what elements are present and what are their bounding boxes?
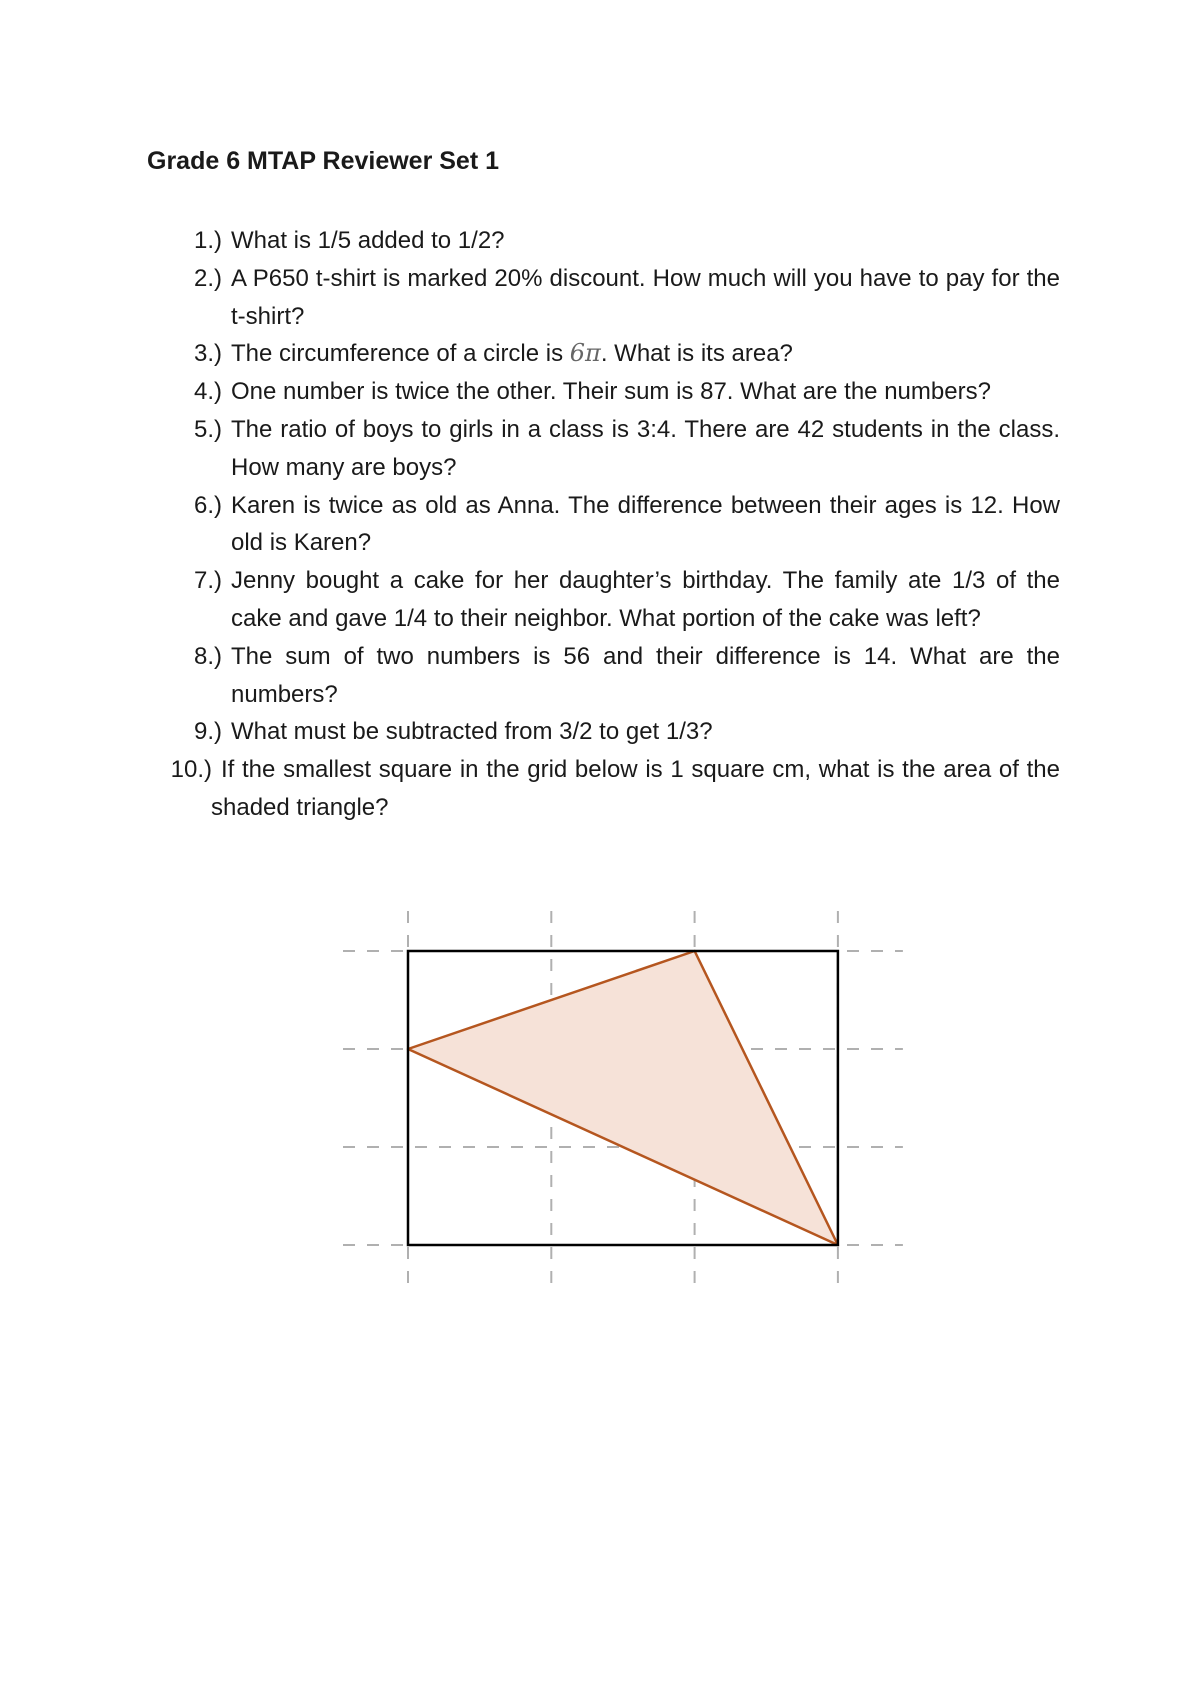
question-text-after: . What is its area? xyxy=(600,340,793,368)
question-number: 6.) xyxy=(193,491,222,519)
question-number: 10.) xyxy=(170,756,212,784)
question-text-before: The circumference of a circle is xyxy=(231,340,570,368)
question-number: 5.) xyxy=(193,415,222,443)
question-text: If the smallest square in the grid below is 1 square cm, what is the area of the shaded triangle? xyxy=(211,756,1060,821)
question-number: 8.) xyxy=(193,642,222,670)
question-number: 9.) xyxy=(193,718,222,746)
question-text: Karen is twice as old as Anna. The difference between their ages is 12. How old is Karen? xyxy=(231,491,1060,557)
question-number: 4.) xyxy=(193,378,222,406)
question-text: One number is twice the other. Their sum is 87. What are the numbers? xyxy=(231,378,991,406)
question-text: What must be subtracted from 3/2 to get 1/3? xyxy=(231,718,713,746)
question-number: 7.) xyxy=(193,567,222,595)
question-text: The ratio of boys to girls in a class is 3:4. There are 42 students in the class. How many are boys? xyxy=(231,415,1060,481)
question-number: 3.) xyxy=(193,340,222,368)
question-number: 1.) xyxy=(193,227,222,254)
question-text: A P650 t-shirt is marked 20% discount. How much will you have to pay for the t-shirt? xyxy=(231,264,1060,330)
question-number: 2.) xyxy=(193,264,222,292)
page-title: Grade 6 MTAP Reviewer Set 1 xyxy=(147,147,500,175)
question-text: What is 1/5 added to 1/2? xyxy=(231,227,505,254)
math-expression: 6π xyxy=(569,339,601,368)
question-text: Jenny bought a cake for her daughter’s birthday. The family ate 1/3 of the cake and gave 1/4 to their neighbor. What portion of the cake was left? xyxy=(231,567,1060,632)
shaded-triangle xyxy=(408,951,838,1245)
question-text: The sum of two numbers is 56 and their difference is 14. What are the numbers? xyxy=(231,642,1060,708)
